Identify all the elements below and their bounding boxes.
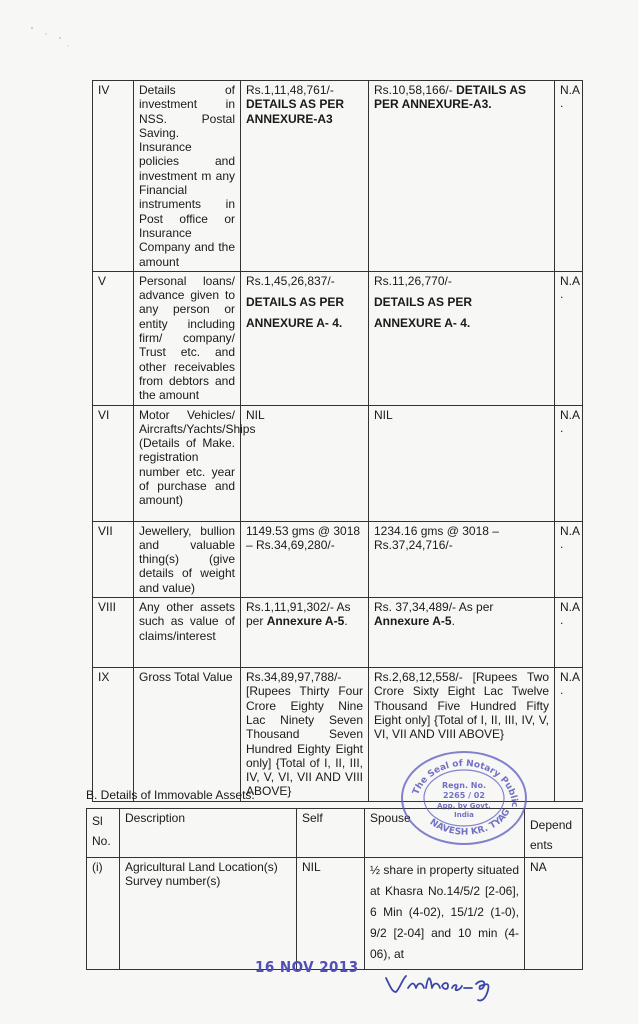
self-value-cell: Rs.1,11,91,302/- As per Annexure A-5. bbox=[241, 598, 369, 668]
row-number: V bbox=[93, 271, 134, 405]
spouse-value-cell bbox=[369, 81, 555, 272]
date-stamp: 16 NOV 2013 bbox=[255, 958, 359, 976]
seal-outer-text: The Seal of Notary Public bbox=[411, 758, 520, 808]
spouse-value-cell: Rs. 37,34,489/- As per Annexure A-5. bbox=[369, 598, 555, 668]
table-row-iv bbox=[93, 81, 583, 272]
table-row-viii bbox=[93, 598, 583, 668]
dependents-cell: N.A . bbox=[555, 668, 583, 802]
self-value: Rs.1,45,26,837/- bbox=[246, 273, 335, 288]
table-row-vi bbox=[93, 405, 583, 521]
row-description: Any other assets such as value of claims/interest bbox=[134, 598, 241, 668]
spouse-value: Rs.11,26,770/- bbox=[374, 273, 452, 288]
table-row-v bbox=[93, 271, 583, 405]
row-description: Agricultural Land Location(s) Survey number(s) bbox=[120, 858, 297, 970]
notary-seal-stamp bbox=[398, 748, 530, 848]
row-number: IV bbox=[93, 81, 134, 272]
row-number: VI bbox=[93, 405, 134, 521]
row-number: VII bbox=[93, 521, 134, 597]
self-value: Rs.1,11,91,302/- As per bbox=[246, 600, 351, 629]
row-number: VIII bbox=[93, 598, 134, 668]
seal-country: India bbox=[454, 811, 474, 819]
self-value-cell bbox=[241, 81, 369, 272]
row-description: Personal loans/ advance given to any person or entity including firm/ company/ Trust etc. and other receivables from debtors and the amount bbox=[134, 271, 241, 405]
dependents-cell: N.A . bbox=[555, 271, 583, 405]
header-self: Self bbox=[297, 809, 365, 858]
dependents-value: N.A bbox=[560, 670, 581, 685]
spouse-note: Annexure A-5 bbox=[374, 614, 452, 629]
self-note: DETAILS AS PER ANNEXURE A- 4. bbox=[246, 295, 345, 331]
self-value: NIL bbox=[241, 405, 369, 521]
dependents-value: NA bbox=[525, 858, 583, 970]
spouse-value: 1234.16 gms @ 3018 – Rs.37,24,716/- bbox=[369, 521, 555, 597]
spouse-value: NIL bbox=[369, 405, 555, 521]
dependents-cell: N.A . bbox=[555, 521, 583, 597]
row-description: Gross Total Value bbox=[134, 668, 241, 802]
dependents-cell: N.A . bbox=[555, 405, 583, 521]
header-spouse: Spouse bbox=[365, 809, 525, 858]
self-note: Annexure A-5 bbox=[266, 614, 345, 629]
row-number: (i) bbox=[87, 858, 120, 970]
spouse-value: ½ share in property situated at Khasra No.14/5/2 [2-06], 6 Min (4-02), 15/1/2 (1-0), 9/2 [2-04] and 10 min (4-06), at bbox=[365, 858, 525, 970]
section-b-title: B. Details of Immovable Assets: bbox=[86, 788, 255, 802]
self-value-cell bbox=[241, 271, 369, 405]
dependents-value: N.A bbox=[560, 407, 581, 422]
self-value: Rs.34,89,97,788/- [Rupees Thirty Four Crore Eighty Nine Lac Ninety Seven Thousand Seven Hundred Eighty Eight only] {Total of I, II, III, IV, V, VI, VII AND VIII ABOVE} bbox=[241, 668, 369, 802]
movable-assets-table bbox=[92, 80, 583, 802]
row-description: Details of investment in NSS. Postal Saving. Insurance policies and investment m any Financial instruments in Post office or Insurance Company and the amount bbox=[134, 81, 241, 272]
spouse-note: DETAILS AS PER ANNEXURE A- 4. bbox=[374, 295, 473, 331]
header-dependents: Depend ents bbox=[525, 809, 583, 858]
seal-name-text: NAVESH KR. TYAG bbox=[427, 807, 513, 838]
self-value: Rs.1,11,48,761/- bbox=[246, 83, 334, 97]
dependents-value: N.A bbox=[560, 83, 581, 97]
row-description: Jewellery, bullion and valuable thing(s) (give details of weight and value) bbox=[134, 521, 241, 597]
dependents-cell: N.A . bbox=[555, 598, 583, 668]
self-value: 1149.53 gms @ 3018 – Rs.34,69,280/- bbox=[241, 521, 369, 597]
seal-reg: Regn. No. bbox=[441, 781, 487, 790]
spouse-value: Rs.10,58,166/- bbox=[374, 83, 453, 97]
row-description: Motor Vehicles/ Aircrafts/Yachts/Ships (Details of Make. registration number etc. year of purchase and amount) bbox=[134, 405, 241, 521]
self-note: DETAILS AS PER ANNEXURE-A3 bbox=[246, 97, 345, 126]
table-row-vii bbox=[93, 521, 583, 597]
spouse-value: Rs. 37,34,489/- As per bbox=[374, 600, 494, 615]
table-row bbox=[87, 858, 583, 970]
scan-specks bbox=[20, 20, 80, 60]
spouse-note: DETAILS AS PER ANNEXURE-A3. bbox=[374, 83, 527, 112]
header-description: Description bbox=[120, 809, 297, 858]
dependents-value: N.A bbox=[560, 600, 581, 615]
seal-appt: App. by Govt. bbox=[437, 802, 491, 810]
spouse-value-cell bbox=[369, 271, 555, 405]
header-sl: Sl No. bbox=[87, 809, 120, 858]
row-number: IX bbox=[93, 668, 134, 802]
dependents-cell: N.A . bbox=[555, 81, 583, 272]
dependents-value: N.A bbox=[560, 273, 581, 288]
self-value: NIL bbox=[297, 858, 365, 970]
spouse-value: Rs.2,68,12,558/- [Rupees Two Crore Sixty Eight Lac Twelve Thousand Five Hundred Fifty Eight only] {Total of I, II, III, IV, V, VI, VII AND VIII ABOVE} bbox=[369, 668, 555, 802]
signature bbox=[382, 966, 512, 1006]
seal-reg-no: 2265 / 02 bbox=[443, 791, 485, 800]
dependents-value: N.A bbox=[560, 523, 581, 538]
